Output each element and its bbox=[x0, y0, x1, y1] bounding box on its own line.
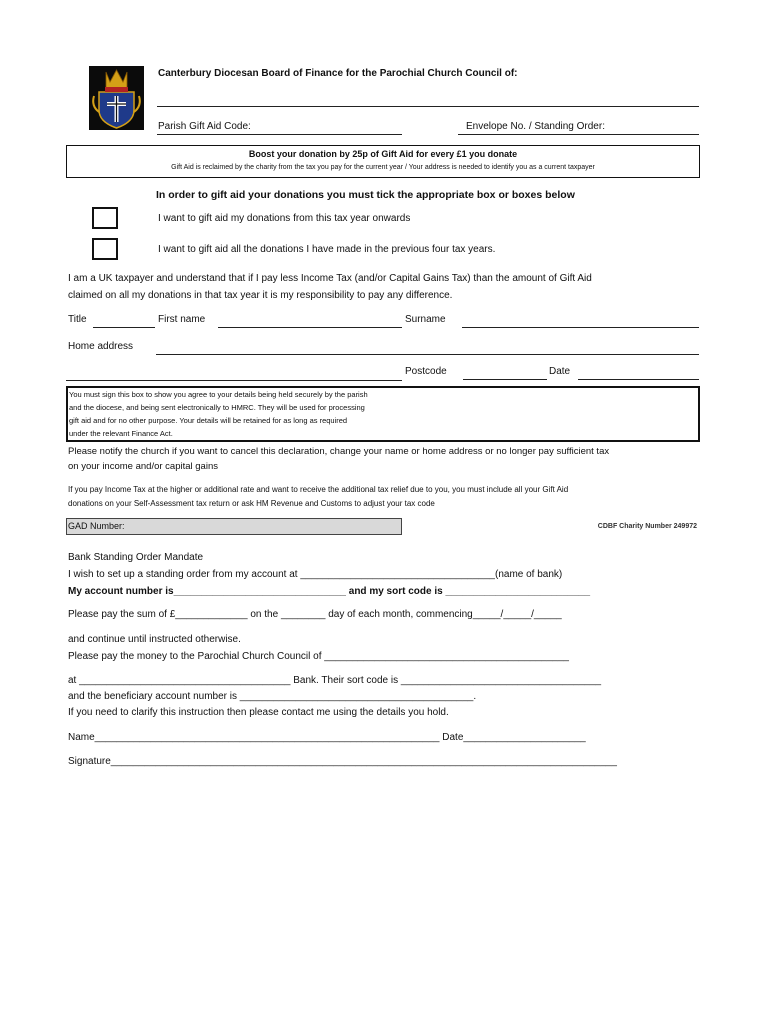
bank-setup-line[interactable]: I wish to set up a standing order from my account at ___________________________________(name of bank) bbox=[68, 569, 563, 580]
option-this-year-label: I want to gift aid my donations from this tax year onwards bbox=[158, 213, 411, 224]
higher-rate-line-2: donations on your Self-Assessment tax return or ask HM Revenue and Customs to adjust your tax code bbox=[68, 499, 435, 508]
first-name-field[interactable] bbox=[218, 327, 402, 328]
signbox-line-1: You must sign this box to show you agree to your details being held securely by the parish bbox=[69, 390, 368, 399]
home-address-field[interactable] bbox=[156, 354, 699, 355]
surname-field[interactable] bbox=[462, 327, 699, 328]
bank-at-line[interactable]: at ______________________________________ Bank. Their sort code is ____________________________________ bbox=[68, 675, 602, 686]
gad-number-label: GAD Number: bbox=[68, 521, 125, 531]
gift-aid-from-this-year-checkbox[interactable] bbox=[92, 207, 118, 229]
date-field[interactable] bbox=[578, 379, 699, 380]
boost-subtext: Gift Aid is reclaimed by the charity from the tax you pay for the current year / Your address is needed to identify you as a current taxpayer bbox=[171, 164, 595, 171]
signbox-line-3: gift aid and for no other purpose. Your details will be retained for as long as required bbox=[69, 416, 348, 425]
gad-number-box[interactable] bbox=[66, 518, 402, 535]
parish-gift-aid-code-label: Parish Gift Aid Code: bbox=[158, 121, 251, 132]
title-field[interactable] bbox=[93, 327, 155, 328]
bank-continue-line: and continue until instructed otherwise. bbox=[68, 634, 241, 645]
bank-name-date-line[interactable]: Name______________________________________________________________ Date______________________ bbox=[68, 732, 586, 743]
bank-heading: Bank Standing Order Mandate bbox=[68, 552, 204, 563]
bank-account-line[interactable]: My account number is_______________________________ and my sort code is __________________________ bbox=[68, 586, 591, 597]
address-line-2[interactable] bbox=[66, 380, 402, 381]
higher-rate-line-1: If you pay Income Tax at the higher or additional rate and want to receive the additional tax relief due to you, you must include all your Gift Aid bbox=[68, 485, 569, 494]
first-name-label: First name bbox=[158, 314, 206, 325]
notify-line-1: Please notify the church if you want to cancel this declaration, change your name or home address or no longer pay sufficient tax bbox=[68, 446, 610, 457]
date-label: Date bbox=[549, 366, 571, 377]
declaration-line-1: I am a UK taxpayer and understand that if I pay less Income Tax (and/or Capital Gains Tax) than the amount of Gift Aid bbox=[68, 273, 592, 284]
postcode-field[interactable] bbox=[463, 379, 547, 380]
bank-beneficiary-line[interactable]: and the beneficiary account number is __________________________________________. bbox=[68, 691, 477, 702]
parish-gift-aid-code-field[interactable] bbox=[157, 134, 402, 135]
home-address-label: Home address bbox=[68, 341, 134, 352]
signbox-line-4: under the relevant Finance Act. bbox=[69, 429, 173, 438]
charity-number: CDBF Charity Number 249972 bbox=[597, 523, 697, 530]
gift-aid-previous-years-checkbox[interactable] bbox=[92, 238, 118, 260]
bank-clarify-line: If you need to clarify this instruction then please contact me using the details you hold. bbox=[68, 707, 449, 718]
boost-banner bbox=[66, 145, 700, 178]
bank-sum-line[interactable]: Please pay the sum of £_____________ on the ________ day of each month, commencing_____/_____/_____ bbox=[68, 609, 562, 620]
diocese-crest-logo bbox=[89, 66, 144, 130]
form-title: Canterbury Diocesan Board of Finance for the Parochial Church Council of: bbox=[158, 68, 518, 79]
signature-box[interactable] bbox=[66, 386, 700, 442]
signbox-line-2: and the diocese, and being sent electronically to HMRC. They will be used for processing bbox=[69, 403, 365, 412]
postcode-label: Postcode bbox=[405, 366, 447, 377]
envelope-no-field[interactable] bbox=[458, 134, 699, 135]
envelope-no-label: Envelope No. / Standing Order: bbox=[466, 121, 605, 132]
bank-signature-line[interactable]: Signature___________________________________________________________________________________________ bbox=[68, 756, 617, 767]
declaration-line-2: claimed on all my donations in that tax year it is my responsibility to pay any difference. bbox=[68, 290, 453, 301]
notify-line-2: on your income and/or capital gains bbox=[68, 461, 218, 472]
bank-pay-pcc-line[interactable]: Please pay the money to the Parochial Church Council of ____________________________________________ bbox=[68, 651, 569, 662]
tick-heading: In order to gift aid your donations you must tick the appropriate box or boxes below bbox=[156, 189, 575, 201]
surname-label: Surname bbox=[405, 314, 446, 325]
title-label: Title bbox=[68, 314, 87, 325]
boost-headline: Boost your donation by 25p of Gift Aid for every £1 you donate bbox=[248, 149, 518, 159]
parish-name-line[interactable] bbox=[157, 106, 699, 107]
option-previous-years-label: I want to gift aid all the donations I have made in the previous four tax years. bbox=[158, 244, 496, 255]
